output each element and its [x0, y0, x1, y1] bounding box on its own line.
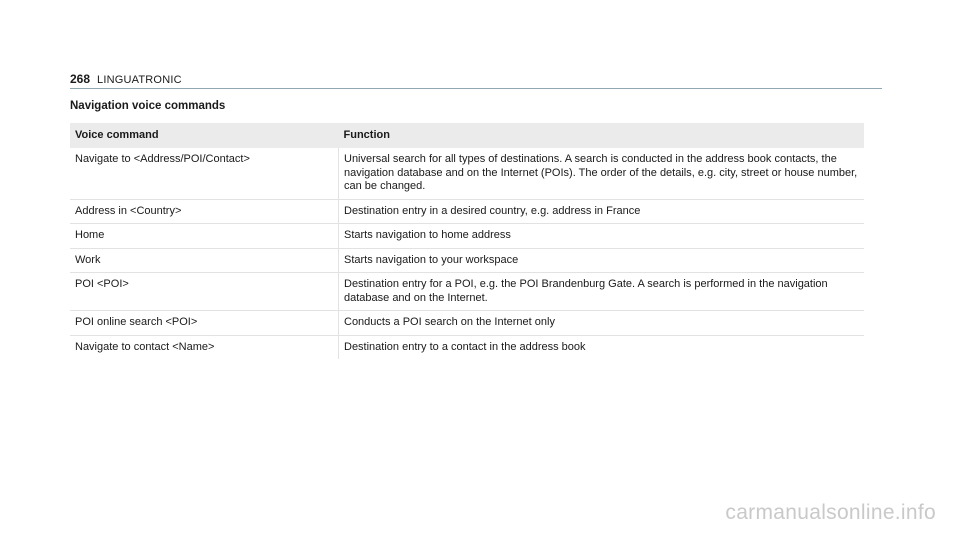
table-row — [70, 224, 864, 249]
function-cell: Destination entry to a contact in the address book — [344, 340, 586, 353]
column-header-voice-command: Voice command — [70, 123, 339, 148]
function-cell: Destination entry for a POI, e.g. the POI Brandenburg Gate. A search is performed in the navigation database and on the Internet. — [339, 273, 865, 311]
voice-commands-table — [70, 123, 864, 359]
page-number: 268 — [70, 72, 91, 86]
voice-command-cell: POI online search <POI> — [70, 311, 339, 336]
watermark: carmanualsonline.info — [725, 501, 936, 524]
function-cell: Starts navigation to home address — [339, 224, 865, 249]
table-header-row — [70, 123, 864, 148]
function-cell: Starts navigation to your workspace — [339, 248, 865, 273]
table-row — [70, 148, 864, 199]
table-row — [70, 311, 864, 336]
voice-command-cell: Navigate to contact <Name> — [70, 335, 339, 359]
voice-command-cell: Work — [70, 248, 339, 273]
table-row — [70, 335, 864, 359]
chapter-title: LINGUATRONIC — [97, 74, 182, 86]
column-header-function: Function — [339, 123, 865, 148]
page-header — [70, 72, 882, 89]
section-title: Navigation voice commands — [70, 100, 226, 112]
voice-command-cell: Navigate to <Address/POI/Contact> — [70, 148, 339, 199]
function-cell: Conducts a POI search on the Internet only — [339, 311, 865, 336]
voice-command-cell: Home — [70, 224, 339, 249]
table-row — [70, 273, 864, 311]
function-cell: Destination entry in a desired country, e.g. address in France — [339, 199, 865, 224]
voice-command-cell: Address in <Country> — [70, 199, 339, 224]
table-row — [70, 248, 864, 273]
voice-command-cell: POI <POI> — [70, 273, 339, 311]
function-cell: Universal search for all types of destinations. A search is conducted in the address book contacts, the navigation database and on the Internet (POIs). The order of the details, e.g. city, street or house number, can be changed. — [339, 148, 865, 199]
table-row — [70, 199, 864, 224]
